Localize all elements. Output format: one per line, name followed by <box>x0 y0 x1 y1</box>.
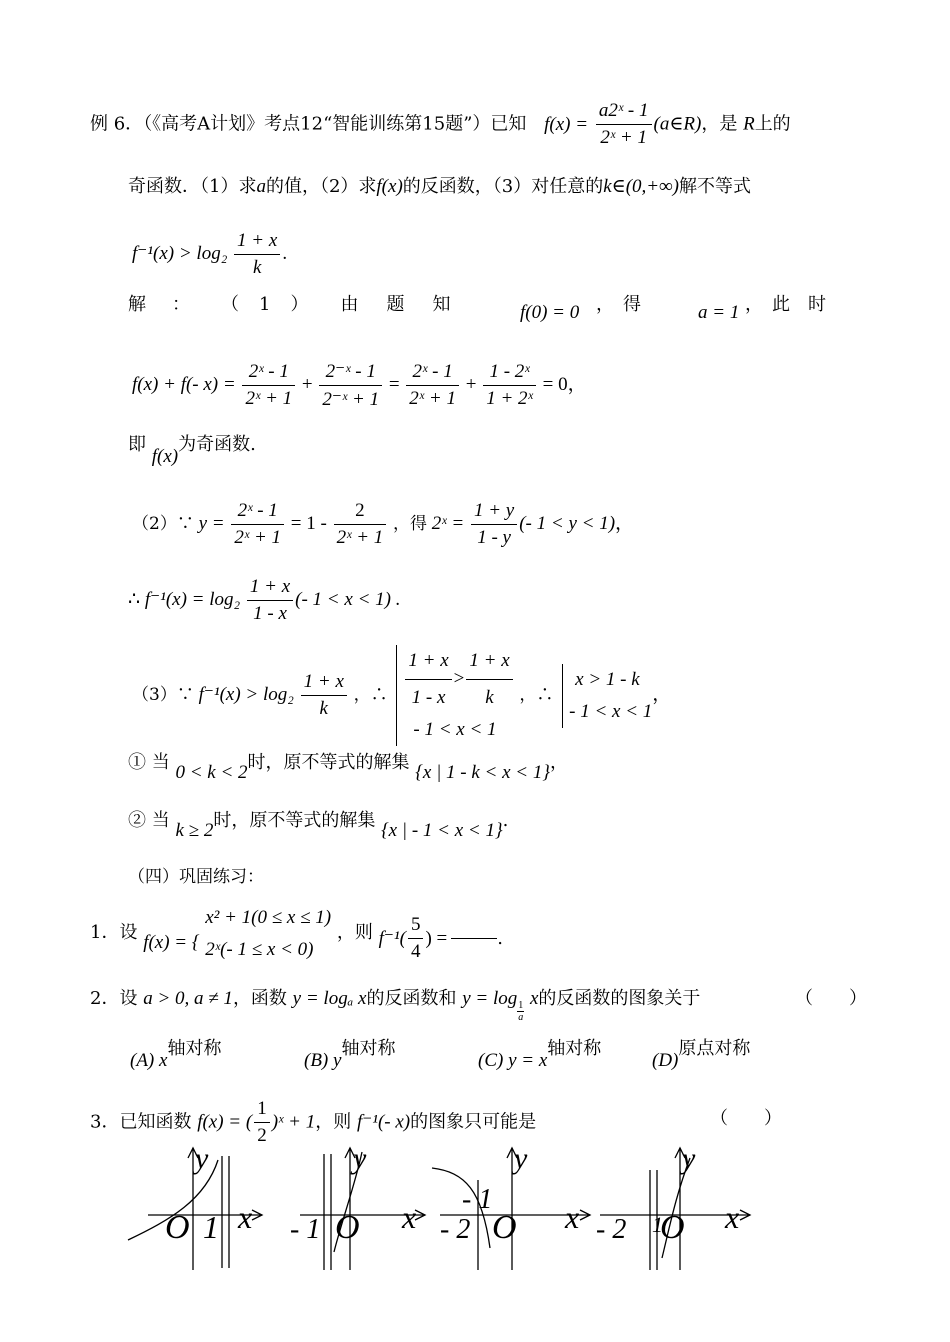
text-cishi: ， 此 时 <box>745 294 826 315</box>
graph-d[interactable] <box>596 1142 750 1270</box>
graph-c[interactable] <box>432 1142 590 1270</box>
case-1 <box>128 748 568 783</box>
inverse-function <box>128 576 400 625</box>
math-segment: ) = <box>425 927 448 949</box>
math-segment: - 1 < x < 1 <box>569 700 653 722</box>
option-b-text: 轴对称 <box>341 1038 396 1059</box>
text-segment: ，是 <box>701 113 738 135</box>
option-d-text: 原点对称 <box>678 1038 751 1059</box>
text-segment: 的反函数，（3）对任意的 <box>402 176 604 197</box>
option-c-text: 轴对称 <box>547 1038 602 1059</box>
math-segment: x <box>529 988 539 1009</box>
question-number: 3．已知函数 <box>90 1111 192 1133</box>
text-segment: 奇函数．（1）求 <box>128 176 257 197</box>
fraction <box>242 361 295 410</box>
math-segment: f⁻¹( <box>378 927 406 949</box>
option-b[interactable] <box>304 1034 478 1071</box>
text-segment: . <box>502 810 509 831</box>
fraction-denominator: 4 <box>410 941 421 962</box>
text-segment: 由 <box>340 294 359 315</box>
math-segment: + <box>301 373 313 395</box>
question-number: 1．设 <box>90 921 138 943</box>
text-segment: 为奇函数. <box>178 434 256 455</box>
text-segment: 1 <box>259 294 271 315</box>
option-a-text: 轴对称 <box>167 1038 222 1059</box>
graph-c-y-label: y <box>514 1142 528 1175</box>
graph-a[interactable] <box>128 1142 262 1270</box>
option-a[interactable] <box>130 1034 304 1071</box>
fraction <box>247 576 293 625</box>
f0-equation: f(0) = 0 <box>520 302 580 323</box>
fraction <box>408 914 424 963</box>
therefore-symbol: ∴ <box>128 588 141 610</box>
math-segment: y = logₐ x <box>292 988 367 1009</box>
text-segment: ，∴ <box>353 684 388 705</box>
graph-d-x-label: x <box>725 1199 740 1235</box>
fraction <box>334 500 387 549</box>
fraction-denominator: 1 - y <box>477 527 511 548</box>
fraction-numerator: 2ˣ - 1 <box>231 500 284 525</box>
math-segment: {x | - 1 < x < 1} <box>381 820 503 841</box>
math-segment: ， <box>652 683 672 705</box>
odd-function-equation <box>132 360 587 411</box>
text-segment: 时，原不等式的解集 <box>213 810 376 831</box>
text-segment: ① 当 <box>128 752 170 773</box>
inequality-fraction <box>234 230 280 279</box>
graph-d-origin: O <box>660 1209 685 1246</box>
math-segment: f⁻¹(- x) <box>356 1111 411 1133</box>
piecewise-case-2: 2ˣ(- 1 ≤ x < 0) <box>205 939 314 960</box>
graph-c-tick-upper: - 1 <box>462 1184 493 1215</box>
fraction-numerator: 1 <box>518 1000 524 1011</box>
question-number: 2．设 <box>90 988 138 1009</box>
function-condition: (a∈R) <box>653 113 702 135</box>
text-segment: ） <box>290 294 309 315</box>
a-equals-1: a = 1 <box>698 302 740 323</box>
text-segment: 题 <box>386 294 405 315</box>
graph-b-x-label: x <box>402 1199 417 1235</box>
fraction-denominator: 1 - x <box>253 603 287 624</box>
text-segment: （ <box>230 294 239 315</box>
odd-conclusion <box>128 430 256 467</box>
graph-c-tick: - 2 <box>440 1214 471 1245</box>
fraction <box>405 645 451 714</box>
fraction-numerator: 1 - 2ˣ <box>483 361 536 386</box>
math-segment: ， <box>615 512 635 534</box>
math-segment: {x | 1 - k < x < 1} <box>415 762 550 783</box>
graph-a-origin: O <box>165 1209 190 1246</box>
math-segment: = <box>388 373 400 395</box>
math-segment: f⁻¹(x) > log₂ <box>198 683 294 705</box>
fraction-numerator: 1 + x <box>301 671 347 696</box>
fraction-numerator: 5 <box>408 914 424 939</box>
function-fraction <box>596 100 652 149</box>
example-6-inequality <box>132 230 287 279</box>
fraction-numerator: 2⁻ˣ - 1 <box>319 360 382 386</box>
text-segment: ，则 <box>336 921 373 943</box>
option-b-math: (B) y <box>304 1050 342 1071</box>
math-segment: a > 0, a ≠ 1 <box>143 988 233 1009</box>
fraction-denominator: a <box>518 1012 524 1023</box>
question-2-options <box>130 1034 751 1071</box>
text-segment: ， <box>549 752 568 773</box>
fraction-numerator: 1 <box>254 1098 270 1123</box>
math-segment: 0 < k < 2 <box>175 762 248 783</box>
solution-head <box>128 290 450 316</box>
fraction-numerator: 2ˣ - 1 <box>406 361 459 386</box>
answer-bracket-2[interactable]: （ ） <box>795 988 867 1009</box>
graph-d-y-label: y <box>682 1142 696 1175</box>
function-lhs: f(x) = <box>544 113 589 135</box>
text-segment: ② 当 <box>128 810 170 831</box>
fraction-denominator: k <box>319 698 328 719</box>
fraction-denominator: k <box>252 257 262 278</box>
math-segment: (- 1 < y < 1) <box>519 512 616 534</box>
math-segment: = 0 <box>542 373 568 395</box>
graph-a-y-label: y <box>195 1142 209 1175</box>
graph-c-origin: O <box>492 1209 517 1246</box>
math-segment: x > 1 - k <box>575 668 640 690</box>
graph-b-origin: O <box>335 1209 360 1246</box>
fraction <box>319 360 382 411</box>
graph-b-y-label: y <box>353 1142 367 1175</box>
math-segment: f(x) = { <box>143 931 200 953</box>
fraction-denominator: k <box>485 687 494 708</box>
fraction <box>483 361 536 410</box>
case-2 <box>128 806 509 841</box>
text-segment: 知 <box>432 294 451 315</box>
text-segment: 即 <box>128 434 146 455</box>
text-segment: 上的 <box>754 113 791 135</box>
math-segment: )ˣ + 1 <box>271 1111 316 1133</box>
fraction-numerator: 1 + x <box>466 645 512 680</box>
text-segment: ，∴ <box>519 684 554 705</box>
math-fx: f(x) <box>376 176 403 197</box>
example-6-line1 <box>90 100 791 149</box>
inequality-lhs: f⁻¹(x) > log₂ <box>132 242 228 264</box>
text-segment: 的图象只可能是 <box>410 1111 537 1133</box>
fraction-denominator: 2 <box>257 1125 267 1146</box>
text-segment: 解不等式 <box>679 176 752 197</box>
graph-d-tick-upper: 1 <box>652 1212 663 1237</box>
fraction-numerator: 1 + x <box>247 576 293 601</box>
example-label: 例 6． <box>90 113 144 135</box>
fraction <box>301 671 347 720</box>
fraction <box>231 500 284 549</box>
piecewise-case-1: x² + 1(0 ≤ x ≤ 1) <box>205 907 332 928</box>
math-segment: - 1 < x < 1 <box>413 719 497 740</box>
fraction-denominator: 1 - x <box>411 687 446 708</box>
math-segment: f⁻¹(x) = log₂ <box>144 588 241 610</box>
example-6-line2 <box>128 172 751 198</box>
text-segment: （2）∵ <box>132 513 194 534</box>
option-c[interactable] <box>478 1034 652 1071</box>
math-k-range: k∈(0,+∞) <box>603 176 680 197</box>
graph-a-tick: 1 <box>203 1209 219 1245</box>
answer-blank[interactable] <box>451 938 497 939</box>
graph-options <box>0 1140 950 1310</box>
question-1 <box>90 902 503 966</box>
math-segment: f(x) = ( <box>197 1111 253 1133</box>
log-base-fraction <box>517 1000 524 1023</box>
system-brace-2 <box>562 664 652 728</box>
text-de: ， 得 <box>596 294 641 315</box>
math-a: a <box>256 176 266 197</box>
text-segment: ： <box>172 294 190 315</box>
text-segment: 的反函数和 <box>366 988 457 1009</box>
math-segment: ， <box>567 373 587 395</box>
piecewise <box>205 902 331 966</box>
text-segment: . <box>282 242 288 264</box>
option-a-math: (A) x <box>130 1050 168 1071</box>
fraction <box>466 645 512 714</box>
fraction <box>406 361 459 410</box>
fraction-denominator: 2ˣ + 1 <box>336 527 384 548</box>
text-segment: 的反函数的图象关于 <box>538 988 701 1009</box>
text-segment: 的值，（2）求 <box>265 176 377 197</box>
fraction-numerator: 1 + x <box>405 645 451 680</box>
text-segment: ，则 <box>315 1111 352 1133</box>
answer-bracket-3[interactable]: （ ） <box>710 1108 782 1129</box>
text-segment: ，函数 <box>232 988 287 1009</box>
math-segment: y = log <box>462 988 518 1009</box>
real-set: R <box>743 113 755 135</box>
fraction-numerator: a2ˣ - 1 <box>596 100 652 125</box>
text-segment: （3）∵ <box>132 684 194 705</box>
fraction <box>471 500 517 549</box>
fraction-denominator: 2ˣ + 1 <box>600 127 647 148</box>
option-d[interactable] <box>652 1034 751 1071</box>
fraction-numerator: 1 + x <box>234 230 280 255</box>
part2-line <box>132 500 634 549</box>
example-source: （《高考A计划》考点12“智能训练第15题”）已知 <box>143 113 527 135</box>
fraction-denominator: 2⁻ˣ + 1 <box>322 389 380 410</box>
fraction-numerator: 2ˣ - 1 <box>242 361 295 386</box>
text-segment: 解 <box>128 294 146 315</box>
fraction-denominator: 2ˣ + 1 <box>245 388 293 409</box>
fraction-denominator: 2ˣ + 1 <box>409 388 456 409</box>
option-d-math: (D) <box>652 1050 679 1071</box>
math-segment: = 1 - <box>290 512 327 534</box>
fraction-denominator: 1 + 2ˣ <box>486 388 533 409</box>
math-segment: k ≥ 2 <box>175 820 214 841</box>
fraction-numerator: 2 <box>334 500 387 525</box>
math-segment: (- 1 < x < 1) . <box>295 588 401 610</box>
fraction-numerator: 1 + y <box>471 500 517 525</box>
math-segment: > <box>453 667 465 689</box>
graph-b[interactable] <box>290 1142 425 1270</box>
text-segment: 时，原不等式的解集 <box>247 752 410 773</box>
math-segment: + <box>465 373 477 395</box>
graph-b-tick: - 1 <box>290 1214 321 1245</box>
fraction-denominator: 2ˣ + 1 <box>234 527 282 548</box>
practice-title: （四）巩固练习： <box>128 867 264 887</box>
question-2 <box>90 984 700 1023</box>
graph-d-tick: - 2 <box>596 1214 627 1245</box>
graph-c-x-label: x <box>565 1199 580 1235</box>
option-c-math: (C) y = x <box>478 1050 548 1071</box>
system-brace-1 <box>396 645 514 746</box>
part3-line <box>132 645 671 746</box>
graph-a-x-label: x <box>238 1199 253 1235</box>
text-segment: . <box>497 927 503 949</box>
math-segment: f(x) + f(- x) = <box>132 373 236 395</box>
math-fx: f(x) <box>151 446 179 467</box>
text-segment: ，得 <box>393 513 428 534</box>
math-segment: 2ˣ = <box>431 512 465 534</box>
math-segment: y = <box>198 512 225 534</box>
